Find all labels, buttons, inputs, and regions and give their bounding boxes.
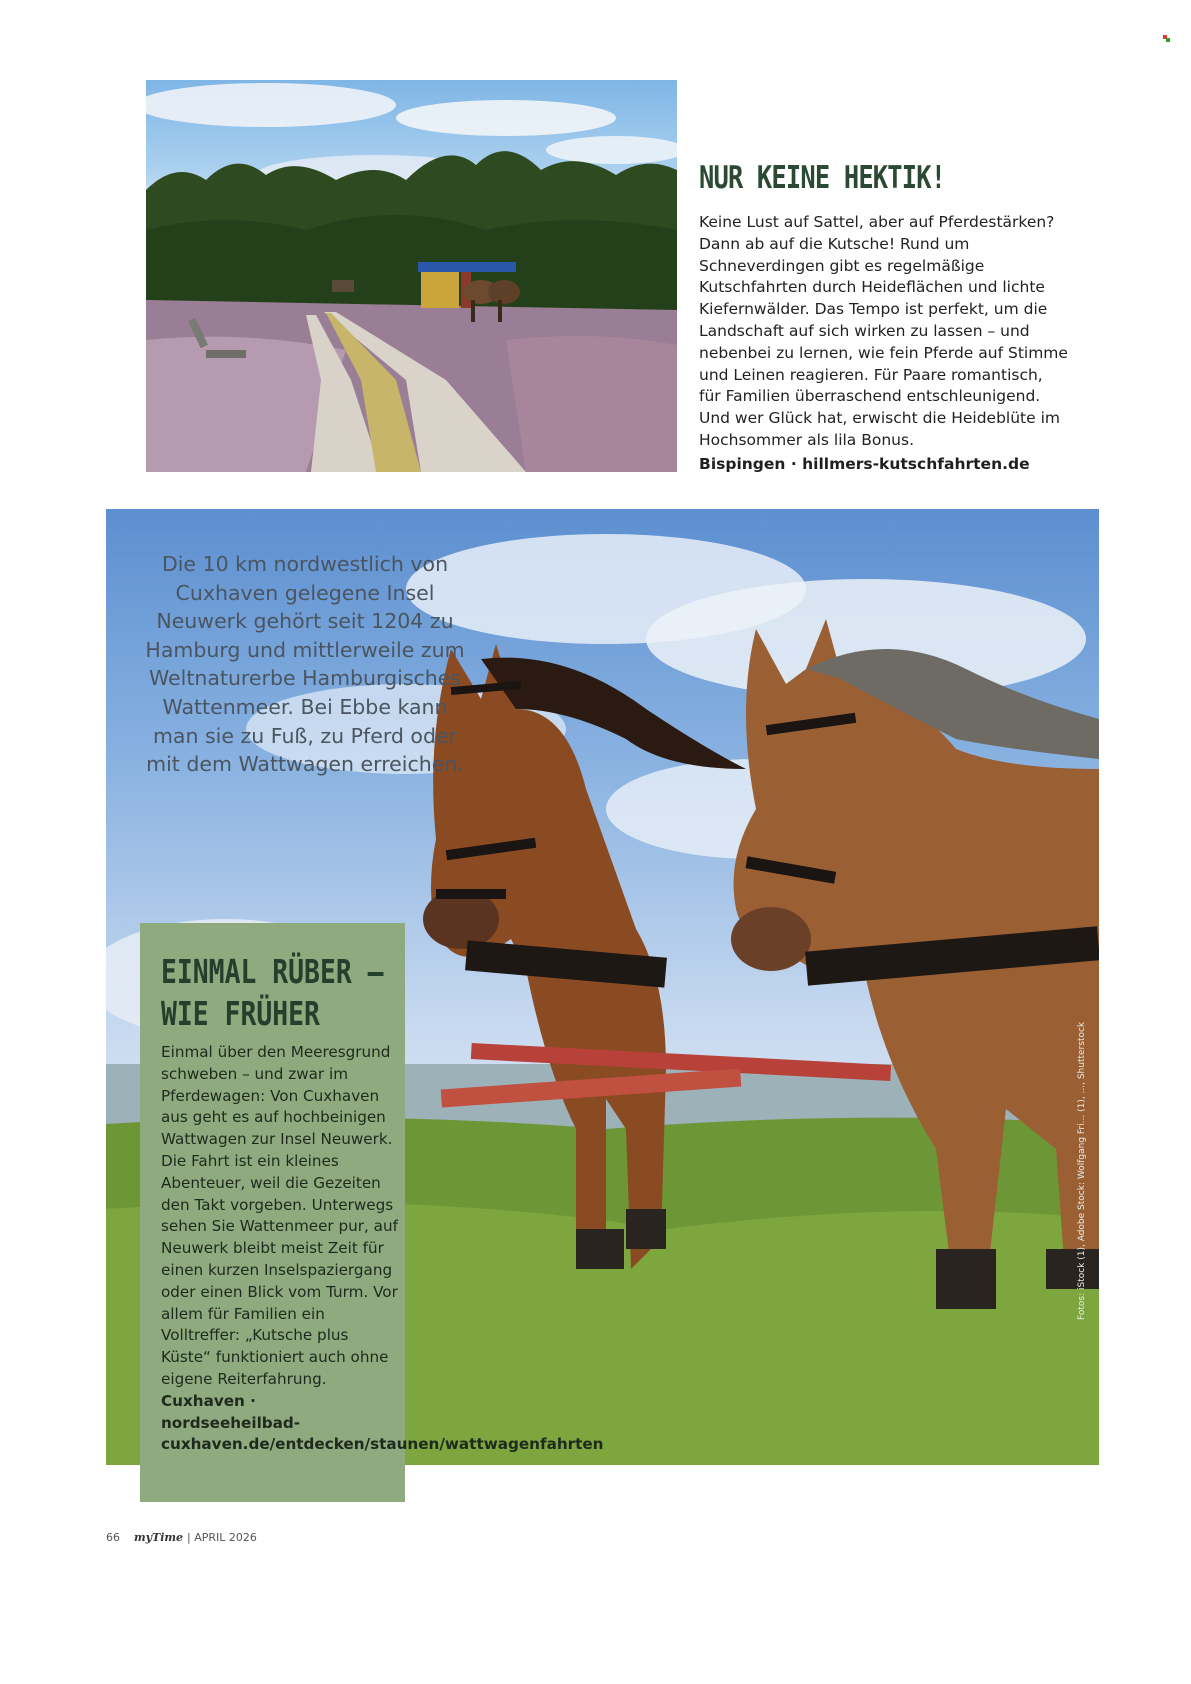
info-box-text: Einmal über den Meeresgrund schweben – und zwar im Pferdewagen: Von Cuxhaven aus geht es auf hochbeinigen Wattwagen zur Insel Neuwerk. Die Fahrt ist ein kleines Abenteuer, weil die Gezeiten den Takt vorgeben. Unterwegs sehen Sie Wattenmeer pur, auf Neuwerk bleibt meist Zeit für einen kurzen Inselspaziergang oder einen Blick vom Turm. Vor allem für Familien ein Volltreffer: „Kutsche plus Küste“ funktioniert auch ohne eigene Reiterfahrung. xyxy=(161,1043,398,1388)
page-number: 66 xyxy=(106,1531,120,1544)
issue-date: | APRIL 2026 xyxy=(187,1531,257,1544)
info-box xyxy=(140,923,604,1502)
headline-line-2: WIE FRÜHER xyxy=(161,994,320,1033)
heath-carriage-photo xyxy=(146,80,677,472)
headline-nur-keine-hektik: NUR KEINE HEKTIK! xyxy=(699,160,946,196)
photo-credit: Fotos: iStock (1), Adobe Stock: Wolfgang Fri... (1), ..., Shutterstock xyxy=(1077,1021,1087,1320)
magazine-logo: myTime xyxy=(134,1531,184,1544)
info-box-body xyxy=(161,1042,604,1456)
color-marker-icon xyxy=(1163,35,1170,42)
headline-einmal-rueber xyxy=(161,951,384,1035)
article-body-text: Keine Lust auf Sattel, aber auf Pferdestärken? Dann ab auf die Kutsche! Rund um Schneverdingen gibt es regelmäßige Kutschfahrten durch Heideflächen und lichte Kiefernwälder. Das Tempo ist perfekt, um die Landschaft auf sich wirken zu lassen – und nebenbei zu lernen, wie fein Pferde auf Stimme und Leinen reagieren. Für Paare romantisch, für Familien überraschend entschleunigend. Und wer Glück hat, erwischt die Heideblüte im Hochsommer als lila Bonus. xyxy=(699,213,1068,449)
headline-line-1: EINMAL RÜBER – xyxy=(161,952,384,991)
article-source-link[interactable]: Bispingen · hillmers-kutschfahrten.de xyxy=(699,455,1030,473)
page-footer xyxy=(106,1531,257,1544)
info-box-source-link[interactable]: Cuxhaven · nordseeheilbad-cuxhaven.de/entdecken/staunen/wattwagenfahrten xyxy=(161,1391,604,1454)
photo-caption: Die 10 km nordwestlich von Cuxhaven gelegene Insel Neuwerk gehört seit 1204 zu Hamburg und mittlerweile zum Weltnaturerbe Hamburgisches Wattenmeer. Bei Ebbe kann man sie zu Fuß, zu Pferd oder mit dem Wattwagen erreichen. xyxy=(145,552,465,777)
